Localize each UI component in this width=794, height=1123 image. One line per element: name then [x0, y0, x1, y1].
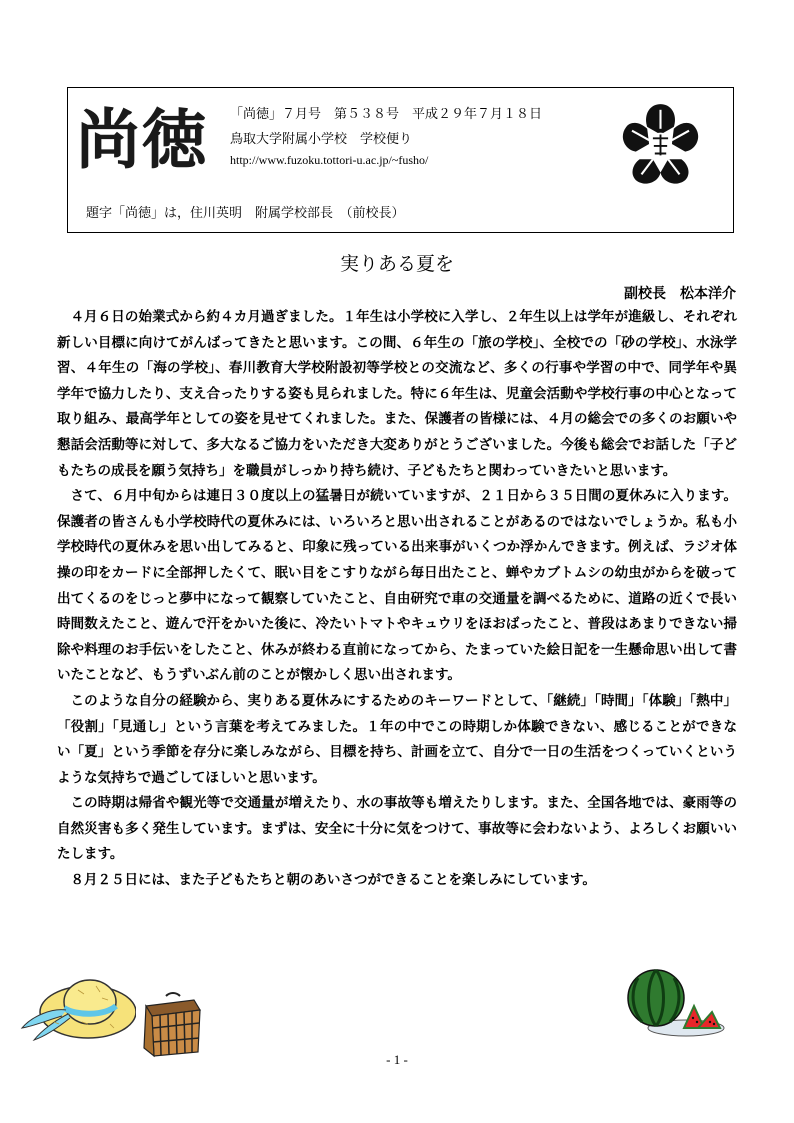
masthead-logo	[72, 96, 212, 178]
paragraph: このような自分の経験から、実りある夏休みにするためのキーワードとして、「継続」「時間」「体験」「熱中」「役割」「見通し」という言葉を考えてみました。１年の中でこの時期しか体験できない、感じることができない「夏」という季節を存分に楽しみながら、目標を持ち、計画を立て、自分で一日の生活をつくっていくというような気持ちで過ごしてほしいと思います。	[57, 692, 737, 786]
page-number: - 1 -	[386, 1052, 408, 1067]
paragraph: ４月６日の始業式から約４カ月過ぎました。１年生は小学校に入学し、２年生以上は学年が進級し、それぞれ新しい目標に向けてがんばってきたと思います。この間、６年生の「旅の学校」、全校での「砂の学校」、水泳学習、４年生の「海の学校」、春川教育大学校附設初等学校との交流など、多くの行事や学習の中で、同学年や異学年で協力したり、支え合ったりする姿も見られました。特に６年生は、児童会活動や学校行事の中心となって取り組み、最高学年としての姿を見せてくれました。また、保護者の皆様には、４月の総会での多くのお願いや懇話会活動等に対して、多大なるご協力をいただき大変ありがとうございました。今後も総会でお話した「子どもたちの成長を願う気持ち」を職員がしっかり持ち続け、子どもたちと関わっていきたいと思います。	[57, 309, 737, 479]
logo-text: 尚徳	[76, 104, 208, 178]
paragraph: さて、６月中旬からは連日３０度以上の猛暑日が続いていますが、２１日から３５日間の夏休みに入ります。保護者の皆さんも小学校時代の夏休みには、いろいろと思い出されることがあるのではないでしょうか。私も小学校時代の夏休みを思い出してみると、印象に残っている出来事がいくつか浮かんできます。例えば、ラジオ体操の印をカードに全部押したくて、眠い目をこすりながら毎日出たこと、蝉やカブトムシの幼虫がからを破って出てくるのをじっと夢中になって観察していたこと、自由研究で車の交通量を調べるために、道路の近くで長い時間数えたこと、遊んで汗をかいた後に、冷たいトマトやキュウリをほおばったこと、普段はあまりできない掃除や料理のお手伝いをしたこと、休みが終わる直前になってから、たまっていた絵日記を一生懸命思い出して書いたことなど、もうずいぶん前のことが懐かしく思い出されます。	[57, 488, 737, 684]
calligraphy-credit: 題字「尚徳」は，住川英明 附属学校部長 （前校長）	[86, 206, 405, 221]
insect-cage-icon	[136, 992, 206, 1060]
issue-line: 「尚徳」７月号 第５３８号 平成２９年７月１８日	[230, 107, 543, 122]
straw-hat-icon	[18, 968, 136, 1046]
paragraph: この時期は帰省や観光等で交通量が増えたり、水の事故等も増えたりします。また、全国各地では、豪雨等の自然災害も多く発生しています。まずは、安全に十分に気をつけて、事故等に会わないよう、よろしくお願いいたします。	[57, 795, 737, 863]
school-crest-icon	[613, 100, 708, 188]
school-url-link[interactable]: http://www.fuzoku.tottori-u.ac.jp/~fusho/	[230, 153, 429, 167]
watermelon-icon	[624, 966, 726, 1038]
article-body	[57, 305, 737, 894]
paragraph: ８月２５日には、また子どもたちと朝のあいさつができることを楽しみにしています。	[70, 872, 596, 889]
school-line: 鳥取大学附属小学校 学校便り	[230, 132, 413, 147]
article-title: 実りある夏を	[339, 253, 454, 275]
article-byline: 副校長 松本洋介	[624, 286, 736, 302]
